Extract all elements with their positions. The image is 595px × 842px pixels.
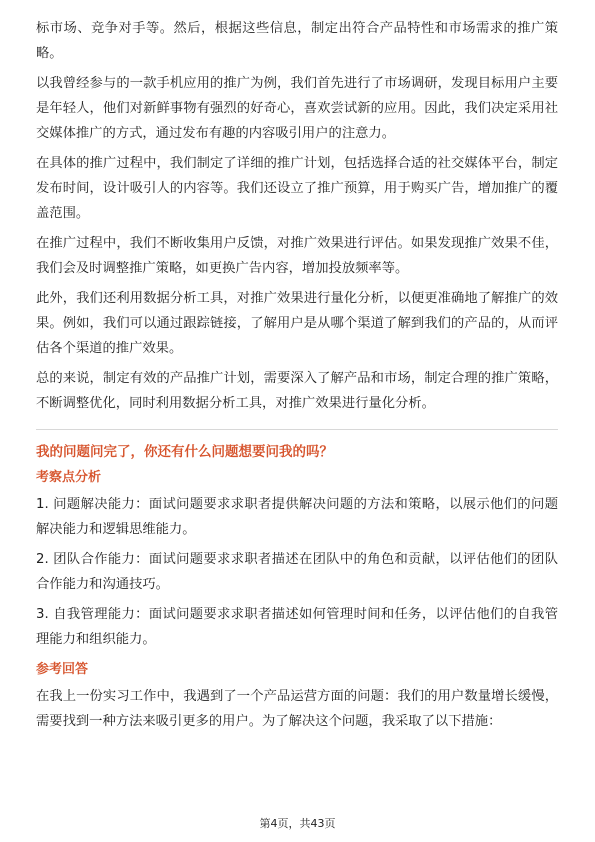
body-paragraph: 总的来说，制定有效的产品推广计划，需要深入了解产品和市场，制定合理的推广策略，不断调整优化，同时利用数据分析工具，对推广效果进行量化分析。 — [36, 371, 558, 411]
reference-answer-heading: 参考回答 — [36, 662, 89, 677]
body-paragraph: 标市场、竞争对手等。然后，根据这些信息，制定出符合产品特性和市场需求的推广策略。 — [36, 21, 558, 61]
analysis-heading: 考察点分析 — [36, 470, 102, 485]
body-paragraph: 在推广过程中，我们不断收集用户反馈，对推广效果进行评估。如果发现推广效果不佳，我们会及时调整推广策略，如更换广告内容，增加投放频率等。 — [36, 236, 558, 276]
body-paragraph: 此外，我们还利用数据分析工具，对推广效果进行量化分析，以便更准确地了解推广的效果。例如，我们可以通过跟踪链接，了解用户是从哪个渠道了解到我们的产品的，从而评估各个渠道的推广效果。 — [36, 291, 558, 356]
section-divider — [36, 429, 558, 430]
analysis-item: 3. 自我管理能力：面试问题要求求职者描述如何管理时间和任务，以评估他们的自我管理能力和组织能力。 — [36, 607, 558, 647]
question-heading: 我的问题问完了，你还有什么问题想要问我的吗？ — [36, 444, 333, 460]
document-page — [36, 16, 558, 739]
analysis-item: 1. 问题解决能力：面试问题要求求职者提供解决问题的方法和策略，以展示他们的问题解决能力和逻辑思维能力。 — [36, 497, 558, 537]
reference-answer-text: 在我上一份实习工作中，我遇到了一个产品运营方面的问题：我们的用户数量增长缓慢，需要找到一种方法来吸引更多的用户。为了解决这个问题，我采取了以下措施： — [36, 689, 558, 729]
body-paragraph: 在具体的推广过程中，我们制定了详细的推广计划，包括选择合适的社交媒体平台，制定发布时间，设计吸引人的内容等。我们还设立了推广预算，用于购买广告，增加推广的覆盖范围。 — [36, 156, 558, 221]
analysis-item: 2. 团队合作能力：面试问题要求求职者描述在团队中的角色和贡献，以评估他们的团队合作能力和沟通技巧。 — [36, 552, 558, 592]
body-paragraph: 以我曾经参与的一款手机应用的推广为例，我们首先进行了市场调研，发现目标用户主要是年轻人，他们对新鲜事物有强烈的好奇心，喜欢尝试新的应用。因此，我们决定采用社交媒体推广的方式，通过发布有趣的内容吸引用户的注意力。 — [36, 76, 558, 141]
page-number-footer: 第4页，共43页 — [259, 817, 336, 830]
